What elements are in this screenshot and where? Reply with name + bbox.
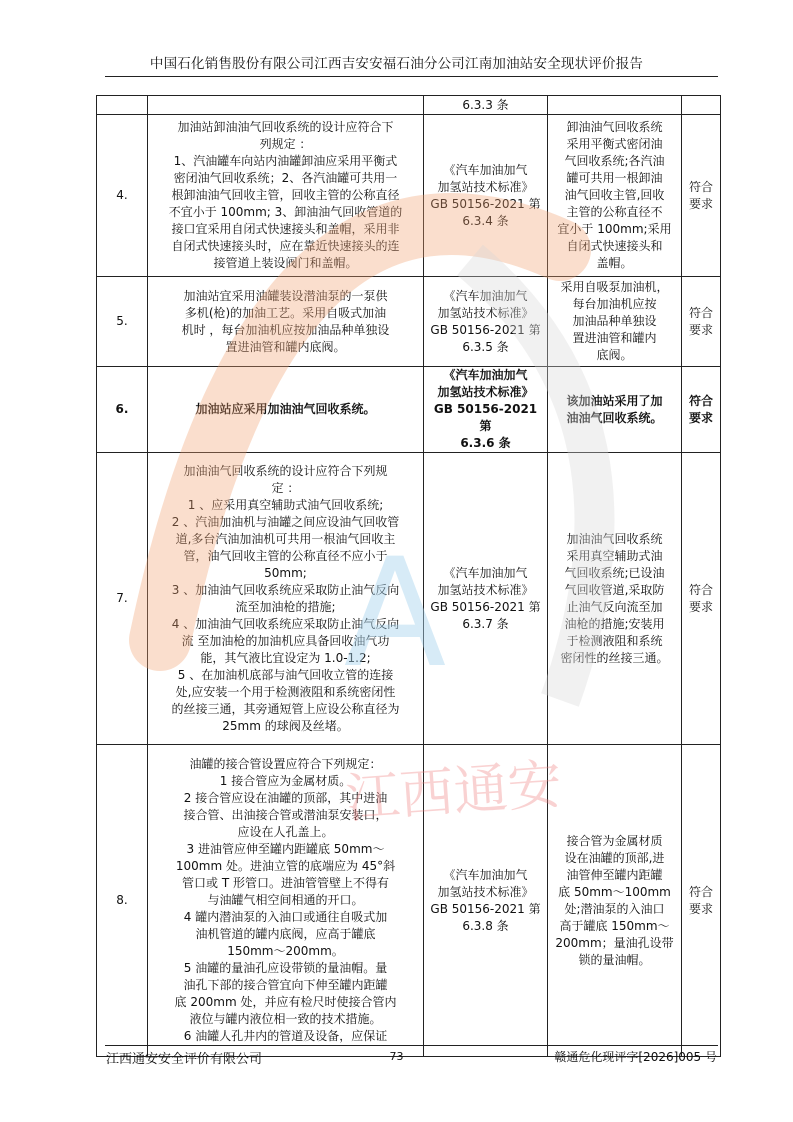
requirement-line: 3 、加油油气回收系统应采取防止油气反向 [171,582,400,597]
item-number-cell: 4. [97,115,148,277]
result-cell [682,115,721,277]
requirement-cell [148,453,424,745]
footer-company: 江西通安安全评价有限公司 [106,1052,263,1067]
requirement-line: 6 油罐人孔井内的管道及设备，应保证 [183,1029,388,1043]
table-row [97,453,721,745]
basis-line: GB 50156-2021 第 [430,196,541,211]
requirement-line: 5 油罐的量油孔应设带锁的量油帽。量 [183,961,388,975]
continued-result-cell [682,96,721,115]
basis-cell [424,453,548,745]
requirement-line: 1、汽油罐车向站内油罐卸油应采用平衡式 [173,154,398,168]
status-line: 处;潜油泵的入油口 [564,901,665,916]
status-line: 卸油油气回收系统 [566,120,663,134]
result-line: 符合 [688,393,713,408]
status-line: 油枪的措施;安装用 [564,616,665,631]
basis-line: 《汽车加油加气 [443,288,528,303]
basis-line: 加氢站技术标准》 [437,884,534,899]
basis-cell [424,367,548,453]
requirement-line: 接口宜采用自闭式快速接头和盖帽，采用非 [171,222,400,236]
requirement-line: 4 罐内潜油泵的入油口或通往自吸式加 [183,910,388,924]
status-line: 设在油罐的顶部,进 [564,850,665,865]
result-cell [682,453,721,745]
status-line: 油气回收主管,回收 [564,188,665,202]
continued-basis-cell: 6.3.3 条 [424,96,548,115]
requirement-line: 列规定 ： [259,137,312,151]
requirement-line: 道,多台汽油加油机可共用一根油气回收主 [175,531,396,546]
requirement-line: 加油油气回收系统的设计应符合下列规 [183,463,388,478]
requirement-line: 加油站宜采用油罐装设潜油泵的一泵供 [183,288,388,303]
status-cell [548,453,682,745]
table-row [97,115,721,277]
requirement-line: 1 接合管应为金属材质。 [219,774,352,788]
header-rule [105,76,718,77]
status-line: 高于罐底 150mm～ [559,918,670,933]
requirement-line: 机时 ，每台加油机应按加油品种单独设 [181,322,390,337]
item-number-cell: 6. [97,367,148,453]
requirement-line: 应设在人孔盖上。 [237,825,334,839]
status-line: 主管的公称直径不 [566,205,663,219]
requirement-line: 液位与罐内液位相一致的技术措施。 [189,1012,382,1026]
table-row [97,277,721,367]
requirement-cell [148,745,424,1057]
requirement-line: 自闭式快速接头时，应在靠近快速接头的连 [171,239,400,253]
status-line: 加油品种单独设 [572,314,657,328]
requirement-line: 3 进油管应伸至罐内距罐底 50mm～ [186,842,385,856]
basis-line: GB 50156-2021 第 [433,402,538,433]
basis-line: GB 50156-2021 第 [430,599,541,614]
item-number-cell: 8. [97,745,148,1057]
status-line: 该加油站采用了加 [566,393,663,408]
requirement-line: 密闭油气回收系统；2、各汽油罐可共用一 [173,171,398,185]
requirement-line: 底 200mm 处，并应有检尺时使接合管内 [174,995,397,1009]
status-line: 采用自吸泵加油机， [560,280,669,294]
requirement-line: 加油站卸油油气回收系统的设计应符合下 [177,120,394,134]
result-cell [682,745,721,1057]
status-line: 采用平衡式密闭油 [566,137,663,151]
requirement-cell [148,277,424,367]
item-number-cell: 5. [97,277,148,367]
continued-status-cell [548,96,682,115]
requirement-line: 流至加油枪的措施; [235,599,336,614]
table-row [97,367,721,453]
result-line: 符合 [688,179,713,194]
requirement-line: 50mm; [264,565,307,580]
requirement-line: 接管道上装设阀门和盖帽。 [213,256,358,270]
status-line: 底阀。 [596,348,633,362]
requirement-line: 2 接合管应设在油罐的顶部，其中进油 [183,791,388,805]
requirement-line: 油机管道的罐内底阀，应高于罐底 [195,927,376,941]
requirement-line: 接合管、出油接合管或潜油泵安装口， [183,808,388,822]
result-line: 要求 [688,196,713,211]
status-cell [548,367,682,453]
status-line: 气回收系统;各汽油 [564,154,665,168]
status-cell [548,115,682,277]
status-cell [548,277,682,367]
basis-line: 《汽车加油加气 [443,565,528,580]
requirement-line: 处,应安装一个用于检测液阻和系统密闭性 [175,684,396,699]
result-line: 要求 [688,322,713,337]
result-cell [682,367,721,453]
requirement-line: 加油站应采用加油油气回收系统。 [195,402,376,416]
requirement-line: 油罐的接合管设置应符合下列规定： [189,757,382,771]
watermark-text: 江西通安 [343,752,564,831]
requirement-line: 置进油管和罐内底阀。 [225,339,346,354]
status-line: 采用真空辅助式油 [566,548,663,563]
status-line: 底 50mm～100mm [558,884,671,899]
status-line: 锁的量油帽。 [578,952,651,967]
requirement-line: 不宜小于 100mm; 3、卸油油气回收管道的 [168,205,403,219]
basis-line: 加氢站技术标准》 [437,179,534,194]
requirement-line: 4 、加油油气回收系统应采取防止油气反向 [171,616,400,631]
basis-line: 《汽车加油加气 [443,162,528,177]
requirement-line: 1 、应采用真空辅助式油气回收系统; [187,497,384,512]
basis-cell [424,277,548,367]
status-line: 自闭式快速接头和 [566,239,663,253]
basis-line: 6.3.8 条 [462,918,509,933]
basis-cell [424,745,548,1057]
basis-line: 6.3.6 条 [460,436,511,450]
requirement-line: 流 至加油枪的加油机应具备回收油气功 [181,633,390,648]
basis-line: 6.3.5 条 [462,339,509,354]
requirement-line: 定 ： [271,480,300,495]
page-header-title: 中国石化销售股份有限公司江西吉安安福石油分公司江南加油站安全现状评价报告 [149,56,644,72]
basis-line: GB 50156-2021 第 [430,322,541,337]
requirement-line: 油孔下部的接合管宜向下伸至罐内距罐 [183,978,388,992]
basis-line: 《汽车加油加气 [443,368,528,382]
requirement-line: 与油罐气相空间相通的开口。 [207,893,364,907]
result-cell [682,277,721,367]
document-number: 赣通危化现评字[2026]005 号 [554,1050,717,1064]
status-line: 止油气反向流至加 [566,599,663,614]
status-cell [548,745,682,1057]
status-line: 于检测液阻和系统 [566,633,663,648]
continued-req-cell [148,96,424,115]
requirement-line: 2 、汽油加油机与油罐之间应设油气回收管 [171,514,400,529]
item-number-cell: 7. [97,453,148,745]
result-line: 要求 [688,901,713,916]
basis-line: 加氢站技术标准》 [437,385,534,399]
footer-rule [105,1045,718,1046]
table-row [97,745,721,1057]
basis-line: 6.3.4 条 [462,213,509,228]
requirement-cell [148,367,424,453]
evaluation-table-body [97,96,721,1057]
status-line: 罐可共用一根卸油 [566,171,663,185]
status-line: 加油油气回收系统 [566,531,663,546]
result-line: 符合 [688,582,713,597]
continued-row [97,96,721,115]
requirement-line: 150mm～200mm。 [227,944,344,958]
basis-line: 加氢站技术标准》 [437,305,534,320]
watermark-letter: A [343,527,447,701]
requirement-line: 的丝接三通，其旁通短管上应设公称直径为 [171,701,400,716]
status-line: 盖帽。 [596,256,633,270]
basis-line: 《汽车加油加气 [443,867,528,882]
requirement-cell [148,115,424,277]
result-line: 符合 [688,305,713,320]
page-number: 73 [389,1050,404,1063]
status-line: 气回收管道,采取防 [564,582,665,597]
status-line: 宜小于 100mm;采用 [557,222,672,236]
result-line: 要求 [688,599,713,614]
requirement-line: 5 、在加油机底部与油气回收立管的连接 [177,667,394,682]
status-line: 油管伸至罐内距罐 [566,867,663,882]
status-line: 每台加油机应按 [572,297,657,311]
status-line: 气回收系统;已设油 [564,565,665,580]
basis-cell [424,115,548,277]
status-line: 油油气回收系统。 [566,410,663,425]
result-line: 符合 [688,884,713,899]
status-line: 密闭性的丝接三通。 [560,650,669,665]
basis-line: 6.3.7 条 [462,616,509,631]
requirement-line: 25mm 的球阀及丝堵。 [222,718,349,733]
status-line: 200mm；量油孔设带 [555,935,674,950]
continued-no-cell [97,96,148,115]
requirement-line: 根卸油油气回收主管，回收主管的公称直径 [171,188,400,202]
requirement-line: 管口或 T 形管口。进油管管壁上不得有 [182,876,389,890]
requirement-line: 管，油气回收主管的公称直径不应小于 [183,548,388,563]
evaluation-table [96,95,721,1057]
status-line: 置进油管和罐内 [572,331,657,345]
basis-line: GB 50156-2021 第 [430,901,541,916]
requirement-line: 100mm 处。进油立管的底端应为 45°斜 [175,859,396,873]
status-line: 接合管为金属材质 [566,833,663,848]
basis-line: 加氢站技术标准》 [437,582,534,597]
requirement-line: 能，其气液比宜设定为 1.0-1.2; [200,650,371,665]
requirement-line: 多机(枪)的加油工艺。采用自吸式加油 [184,305,387,320]
result-line: 要求 [688,410,713,425]
